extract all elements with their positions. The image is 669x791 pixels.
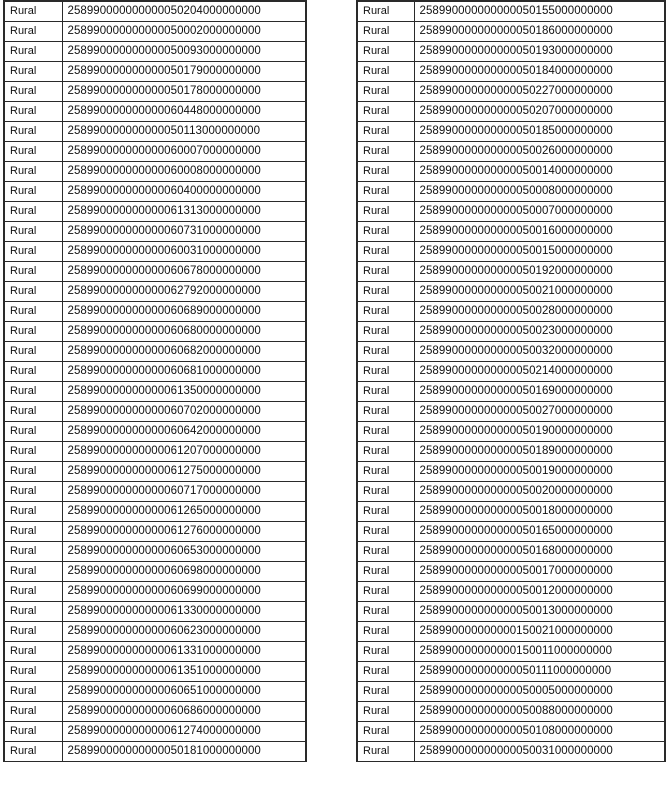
location-code-cell: 258990000000000060681000000000 [62,362,306,382]
location-code-cell: 258990000000000061313000000000 [62,202,306,222]
location-code-cell: 258990000000000050019000000000 [414,462,665,482]
table-row [4,282,306,302]
table-row [4,722,306,742]
table-row [4,462,306,482]
area-type-cell: Rural [357,562,414,582]
table-row [4,222,306,242]
table-row [4,642,306,662]
location-code-cell: 258990000000000050207000000000 [414,102,665,122]
table-row [4,682,306,702]
table-row [357,162,665,182]
area-type-cell: Rural [357,142,414,162]
table-row [4,442,306,462]
location-code-cell: 258990000000000050168000000000 [414,542,665,562]
area-type-cell: Rural [357,462,414,482]
location-code-cell: 258990000000000050113000000000 [62,122,306,142]
area-type-cell: Rural [4,722,62,742]
area-type-cell: Rural [4,682,62,702]
location-code-cell: 258990000000000060689000000000 [62,302,306,322]
area-type-cell: Rural [4,1,62,22]
area-type-cell: Rural [4,702,62,722]
table-row [4,262,306,282]
area-type-cell: Rural [357,322,414,342]
area-type-cell: Rural [4,422,62,442]
area-type-cell: Rural [4,302,62,322]
location-code-cell: 258990000000000050204000000000 [62,1,306,22]
right-table-body [357,1,665,762]
location-code-cell: 258990000000000050184000000000 [414,62,665,82]
table-row [357,662,665,682]
area-type-cell: Rural [4,222,62,242]
table-row [4,142,306,162]
table-row [357,542,665,562]
location-code-cell: 258990000000000060400000000000 [62,182,306,202]
table-row [4,382,306,402]
table-row [357,302,665,322]
table-row [4,82,306,102]
area-type-cell: Rural [357,602,414,622]
table-row [4,662,306,682]
location-code-cell: 258990000000000050008000000000 [414,182,665,202]
table-row [357,82,665,102]
location-code-cell: 258990000000000060731000000000 [62,222,306,242]
area-type-cell: Rural [4,162,62,182]
area-type-cell: Rural [357,82,414,102]
location-code-cell: 258990000000000060699000000000 [62,582,306,602]
area-type-cell: Rural [357,702,414,722]
location-code-cell: 258990000000000060698000000000 [62,562,306,582]
location-code-cell: 258990000000000050027000000000 [414,402,665,422]
location-code-cell: 258990000000000050169000000000 [414,382,665,402]
location-code-cell: 258990000000000062792000000000 [62,282,306,302]
area-type-cell: Rural [357,242,414,262]
location-code-cell: 258990000000000050179000000000 [62,62,306,82]
location-code-cell: 258990000000000060678000000000 [62,262,306,282]
area-type-cell: Rural [4,142,62,162]
location-code-cell: 258990000000000061351000000000 [62,662,306,682]
table-row [357,322,665,342]
table-row [357,182,665,202]
location-code-cell: 258990000000000050186000000000 [414,22,665,42]
table-row [4,422,306,442]
table-row [4,302,306,322]
area-type-cell: Rural [357,282,414,302]
table-row [4,522,306,542]
location-code-cell: 258990000000000050017000000000 [414,562,665,582]
location-code-cell: 258990000000000060686000000000 [62,702,306,722]
area-type-cell: Rural [357,582,414,602]
table-row [357,22,665,42]
area-type-cell: Rural [4,62,62,82]
location-code-cell: 258990000000000050014000000000 [414,162,665,182]
table-row [4,122,306,142]
location-code-cell: 258990000000000061265000000000 [62,502,306,522]
area-type-cell: Rural [4,102,62,122]
table-row [357,342,665,362]
table-row [357,402,665,422]
area-type-cell: Rural [357,222,414,242]
table-row [357,442,665,462]
location-code-cell: 258990000000000050181000000000 [62,742,306,762]
area-type-cell: Rural [357,302,414,322]
location-code-cell: 258990000000000050214000000000 [414,362,665,382]
table-row [4,182,306,202]
area-type-cell: Rural [4,382,62,402]
area-type-cell: Rural [4,442,62,462]
table-row [357,142,665,162]
table-row [357,582,665,602]
table-row [357,62,665,82]
table-row [357,122,665,142]
location-code-cell: 258990000000000050093000000000 [62,42,306,62]
location-code-cell: 258990000000000050178000000000 [62,82,306,102]
area-type-cell: Rural [4,242,62,262]
table-row [357,462,665,482]
table-row [4,202,306,222]
location-code-cell: 258990000000000050032000000000 [414,342,665,362]
area-type-cell: Rural [4,602,62,622]
location-code-cell: 258990000000000050013000000000 [414,602,665,622]
area-type-cell: Rural [4,402,62,422]
table-row [4,342,306,362]
area-type-cell: Rural [4,122,62,142]
table-row [4,162,306,182]
table-row [357,382,665,402]
area-type-cell: Rural [357,62,414,82]
area-type-cell: Rural [357,262,414,282]
area-type-cell: Rural [357,162,414,182]
location-code-cell: 258990000000000050002000000000 [62,22,306,42]
table-row [4,322,306,342]
location-code-cell: 258990000000000060448000000000 [62,102,306,122]
table-row [4,622,306,642]
table-row [357,282,665,302]
table-row [4,562,306,582]
area-type-cell: Rural [357,502,414,522]
right-table [356,0,666,762]
location-code-cell: 258990000000000060680000000000 [62,322,306,342]
location-code-cell: 258990000000000050018000000000 [414,502,665,522]
area-type-cell: Rural [4,662,62,682]
table-row [357,242,665,262]
area-type-cell: Rural [357,542,414,562]
location-code-cell: 258990000000000060702000000000 [62,402,306,422]
area-type-cell: Rural [4,362,62,382]
location-code-cell: 258990000000000050023000000000 [414,322,665,342]
area-type-cell: Rural [4,482,62,502]
left-table-body [4,1,306,762]
table-row [357,422,665,442]
location-code-cell: 258990000000000050108000000000 [414,722,665,742]
location-code-cell: 258990000000000050020000000000 [414,482,665,502]
area-type-cell: Rural [4,502,62,522]
location-code-cell: 258990000000000050021000000000 [414,282,665,302]
location-code-cell: 258990000000000050012000000000 [414,582,665,602]
table-row [357,682,665,702]
location-code-cell: 258990000000000061276000000000 [62,522,306,542]
location-code-cell: 258990000000000060623000000000 [62,622,306,642]
location-code-cell: 258990000000000150021000000000 [414,622,665,642]
table-row [4,602,306,622]
location-code-cell: 258990000000000050155000000000 [414,1,665,22]
area-type-cell: Rural [4,262,62,282]
table-row [357,602,665,622]
location-code-cell: 258990000000000060717000000000 [62,482,306,502]
area-type-cell: Rural [357,642,414,662]
location-code-cell: 258990000000000050227000000000 [414,82,665,102]
area-type-cell: Rural [4,42,62,62]
location-code-cell: 258990000000000060642000000000 [62,422,306,442]
table-row [357,722,665,742]
area-type-cell: Rural [4,82,62,102]
area-type-cell: Rural [4,22,62,42]
location-code-cell: 258990000000000050031000000000 [414,742,665,762]
location-code-cell: 258990000000000061350000000000 [62,382,306,402]
area-type-cell: Rural [357,202,414,222]
location-code-cell: 258990000000000050007000000000 [414,202,665,222]
area-type-cell: Rural [357,402,414,422]
location-code-cell: 258990000000000150011000000000 [414,642,665,662]
table-row [4,542,306,562]
area-type-cell: Rural [4,742,62,762]
location-code-cell: 258990000000000060031000000000 [62,242,306,262]
area-type-cell: Rural [4,282,62,302]
location-code-cell: 258990000000000050185000000000 [414,122,665,142]
location-code-cell: 258990000000000050005000000000 [414,682,665,702]
area-type-cell: Rural [357,42,414,62]
area-type-cell: Rural [357,522,414,542]
table-row [357,742,665,762]
location-code-cell: 258990000000000060682000000000 [62,342,306,362]
location-code-cell: 258990000000000060651000000000 [62,682,306,702]
table-row [357,362,665,382]
table-row [4,482,306,502]
location-code-cell: 258990000000000060008000000000 [62,162,306,182]
area-type-cell: Rural [4,182,62,202]
table-row [4,742,306,762]
area-type-cell: Rural [357,662,414,682]
location-code-cell: 258990000000000061207000000000 [62,442,306,462]
location-code-cell: 258990000000000050193000000000 [414,42,665,62]
area-type-cell: Rural [4,522,62,542]
area-type-cell: Rural [357,1,414,22]
area-type-cell: Rural [4,582,62,602]
area-type-cell: Rural [357,422,414,442]
area-type-cell: Rural [4,642,62,662]
table-row [4,102,306,122]
table-row [357,502,665,522]
location-code-cell: 258990000000000050026000000000 [414,142,665,162]
area-type-cell: Rural [4,462,62,482]
location-code-cell: 258990000000000061331000000000 [62,642,306,662]
table-row [357,522,665,542]
area-type-cell: Rural [357,442,414,462]
location-code-cell: 258990000000000050192000000000 [414,262,665,282]
area-type-cell: Rural [357,122,414,142]
area-type-cell: Rural [357,102,414,122]
location-code-cell: 258990000000000050015000000000 [414,242,665,262]
table-row [4,582,306,602]
area-type-cell: Rural [357,342,414,362]
location-code-cell: 258990000000000050088000000000 [414,702,665,722]
area-type-cell: Rural [357,482,414,502]
area-type-cell: Rural [357,682,414,702]
area-type-cell: Rural [357,382,414,402]
area-type-cell: Rural [4,202,62,222]
location-code-cell: 258990000000000061274000000000 [62,722,306,742]
table-row [4,62,306,82]
table-row [357,202,665,222]
table-row [357,222,665,242]
location-code-cell: 258990000000000060007000000000 [62,142,306,162]
area-type-cell: Rural [4,322,62,342]
area-type-cell: Rural [357,182,414,202]
area-type-cell: Rural [357,722,414,742]
table-row [357,102,665,122]
area-type-cell: Rural [357,622,414,642]
table-row [4,402,306,422]
table-row [4,362,306,382]
area-type-cell: Rural [4,562,62,582]
area-type-cell: Rural [4,342,62,362]
table-row [357,702,665,722]
table-row [357,1,665,22]
location-code-cell: 258990000000000050190000000000 [414,422,665,442]
area-type-cell: Rural [357,362,414,382]
location-code-cell: 258990000000000050016000000000 [414,222,665,242]
area-type-cell: Rural [4,622,62,642]
location-code-cell: 258990000000000061330000000000 [62,602,306,622]
location-code-cell: 258990000000000050028000000000 [414,302,665,322]
table-row [4,502,306,522]
table-row [357,562,665,582]
table-row [4,22,306,42]
location-code-cell: 258990000000000050189000000000 [414,442,665,462]
table-row [4,1,306,22]
location-code-cell: 258990000000000061275000000000 [62,462,306,482]
location-code-cell: 258990000000000050165000000000 [414,522,665,542]
area-type-cell: Rural [357,742,414,762]
table-row [357,42,665,62]
table-row [4,42,306,62]
table-row [357,482,665,502]
table-row [4,702,306,722]
left-table [3,0,307,762]
location-code-cell: 258990000000000060653000000000 [62,542,306,562]
table-row [4,242,306,262]
table-row [357,642,665,662]
location-code-cell: 258990000000000050111000000000 [414,662,665,682]
table-row [357,262,665,282]
area-type-cell: Rural [357,22,414,42]
area-type-cell: Rural [4,542,62,562]
table-row [357,622,665,642]
